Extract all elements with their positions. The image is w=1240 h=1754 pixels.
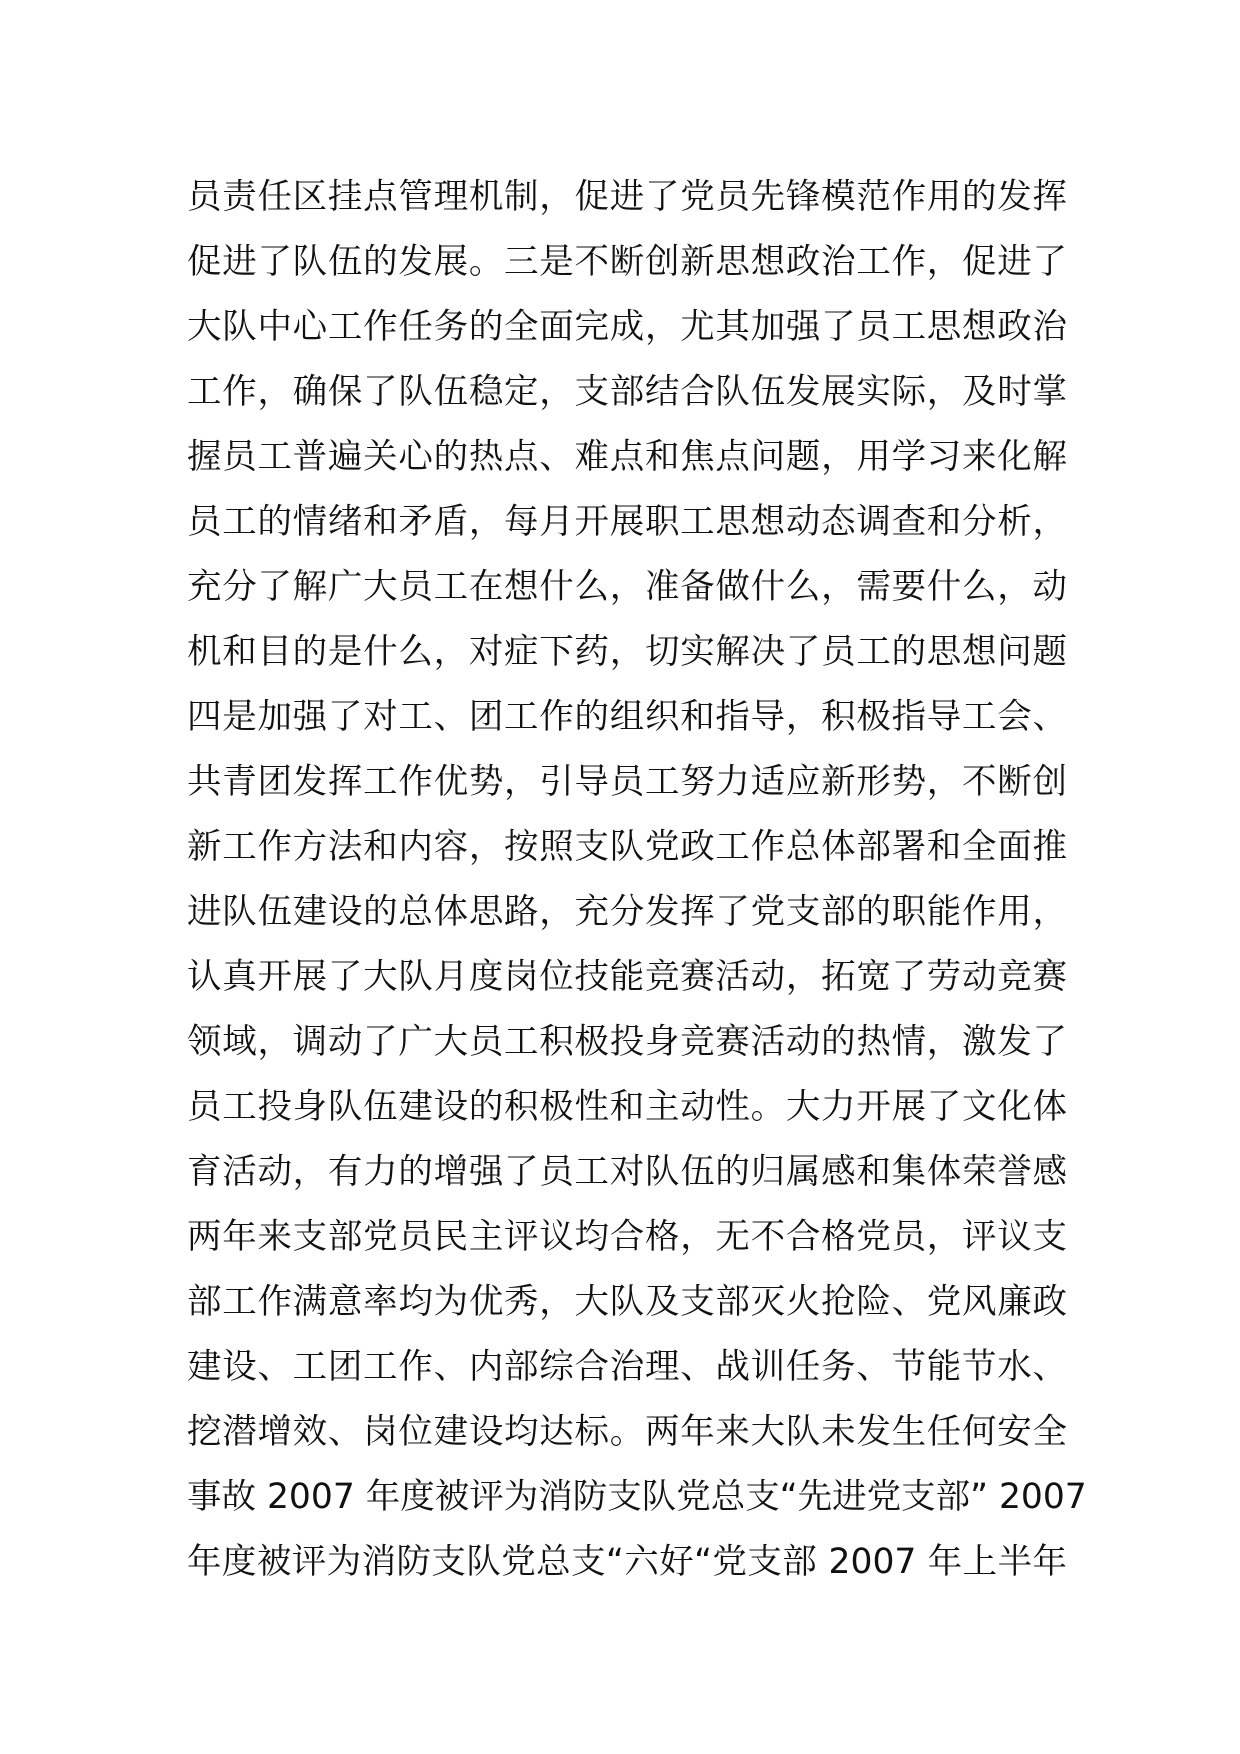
text-line-12: 进队伍建设的总体思路，充分发挥了党支部的职能作用， xyxy=(187,892,1067,932)
text-line-15: 员工投身队伍建设的积极性和主动性。大力开展了文化体 xyxy=(187,1087,1067,1127)
text-line-10: 共青团发挥工作优势，引导员工努力适应新形势，不断创 xyxy=(187,762,1067,802)
text-line-1: 员责任区挂点管理机制，促进了党员先锋模范作用的发挥 xyxy=(187,177,1067,217)
text-line-6: 员工的情绪和矛盾，每月开展职工思想动态调查和分析， xyxy=(187,502,1067,542)
text-line-4: 工作，确保了队伍稳定，支部结合队伍发展实际，及时掌 xyxy=(187,372,1067,412)
text-line-21: 事故 2007 年度被评为消防支队党总支“先进党支部” 2007 xyxy=(187,1477,1087,1517)
text-line-18: 部工作满意率均为优秀，大队及支部灭火抢险、党风廉政 xyxy=(187,1282,1067,1322)
text-line-22: 年度被评为消防支队党总支“六好“党支部 2007 年上半年 xyxy=(187,1542,1067,1582)
body-text xyxy=(187,165,1087,1595)
text-line-2: 促进了队伍的发展。三是不断创新思想政治工作，促进了 xyxy=(187,242,1067,282)
text-line-16: 育活动，有力的增强了员工对队伍的归属感和集体荣誉感 xyxy=(187,1152,1067,1192)
text-line-7: 充分了解广大员工在想什么，准备做什么，需要什么，动 xyxy=(187,567,1067,607)
text-line-3: 大队中心工作任务的全面完成，尤其加强了员工思想政治 xyxy=(187,307,1067,347)
text-line-11: 新工作方法和内容，按照支队党政工作总体部署和全面推 xyxy=(187,827,1067,867)
text-line-14: 领域，调动了广大员工积极投身竞赛活动的热情，激发了 xyxy=(187,1022,1067,1062)
text-line-13: 认真开展了大队月度岗位技能竞赛活动，拓宽了劳动竞赛 xyxy=(187,957,1067,997)
text-line-5: 握员工普遍关心的热点、难点和焦点问题，用学习来化解 xyxy=(187,437,1067,477)
text-line-8: 机和目的是什么，对症下药，切实解决了员工的思想问题 xyxy=(187,632,1067,672)
text-line-17: 两年来支部党员民主评议均合格，无不合格党员，评议支 xyxy=(187,1217,1067,1257)
text-line-9: 四是加强了对工、团工作的组织和指导，积极指导工会、 xyxy=(187,697,1067,737)
text-line-19: 建设、工团工作、内部综合治理、战训任务、节能节水、 xyxy=(187,1347,1067,1387)
text-line-20: 挖潜增效、岗位建设均达标。两年来大队未发生任何安全 xyxy=(187,1412,1067,1452)
